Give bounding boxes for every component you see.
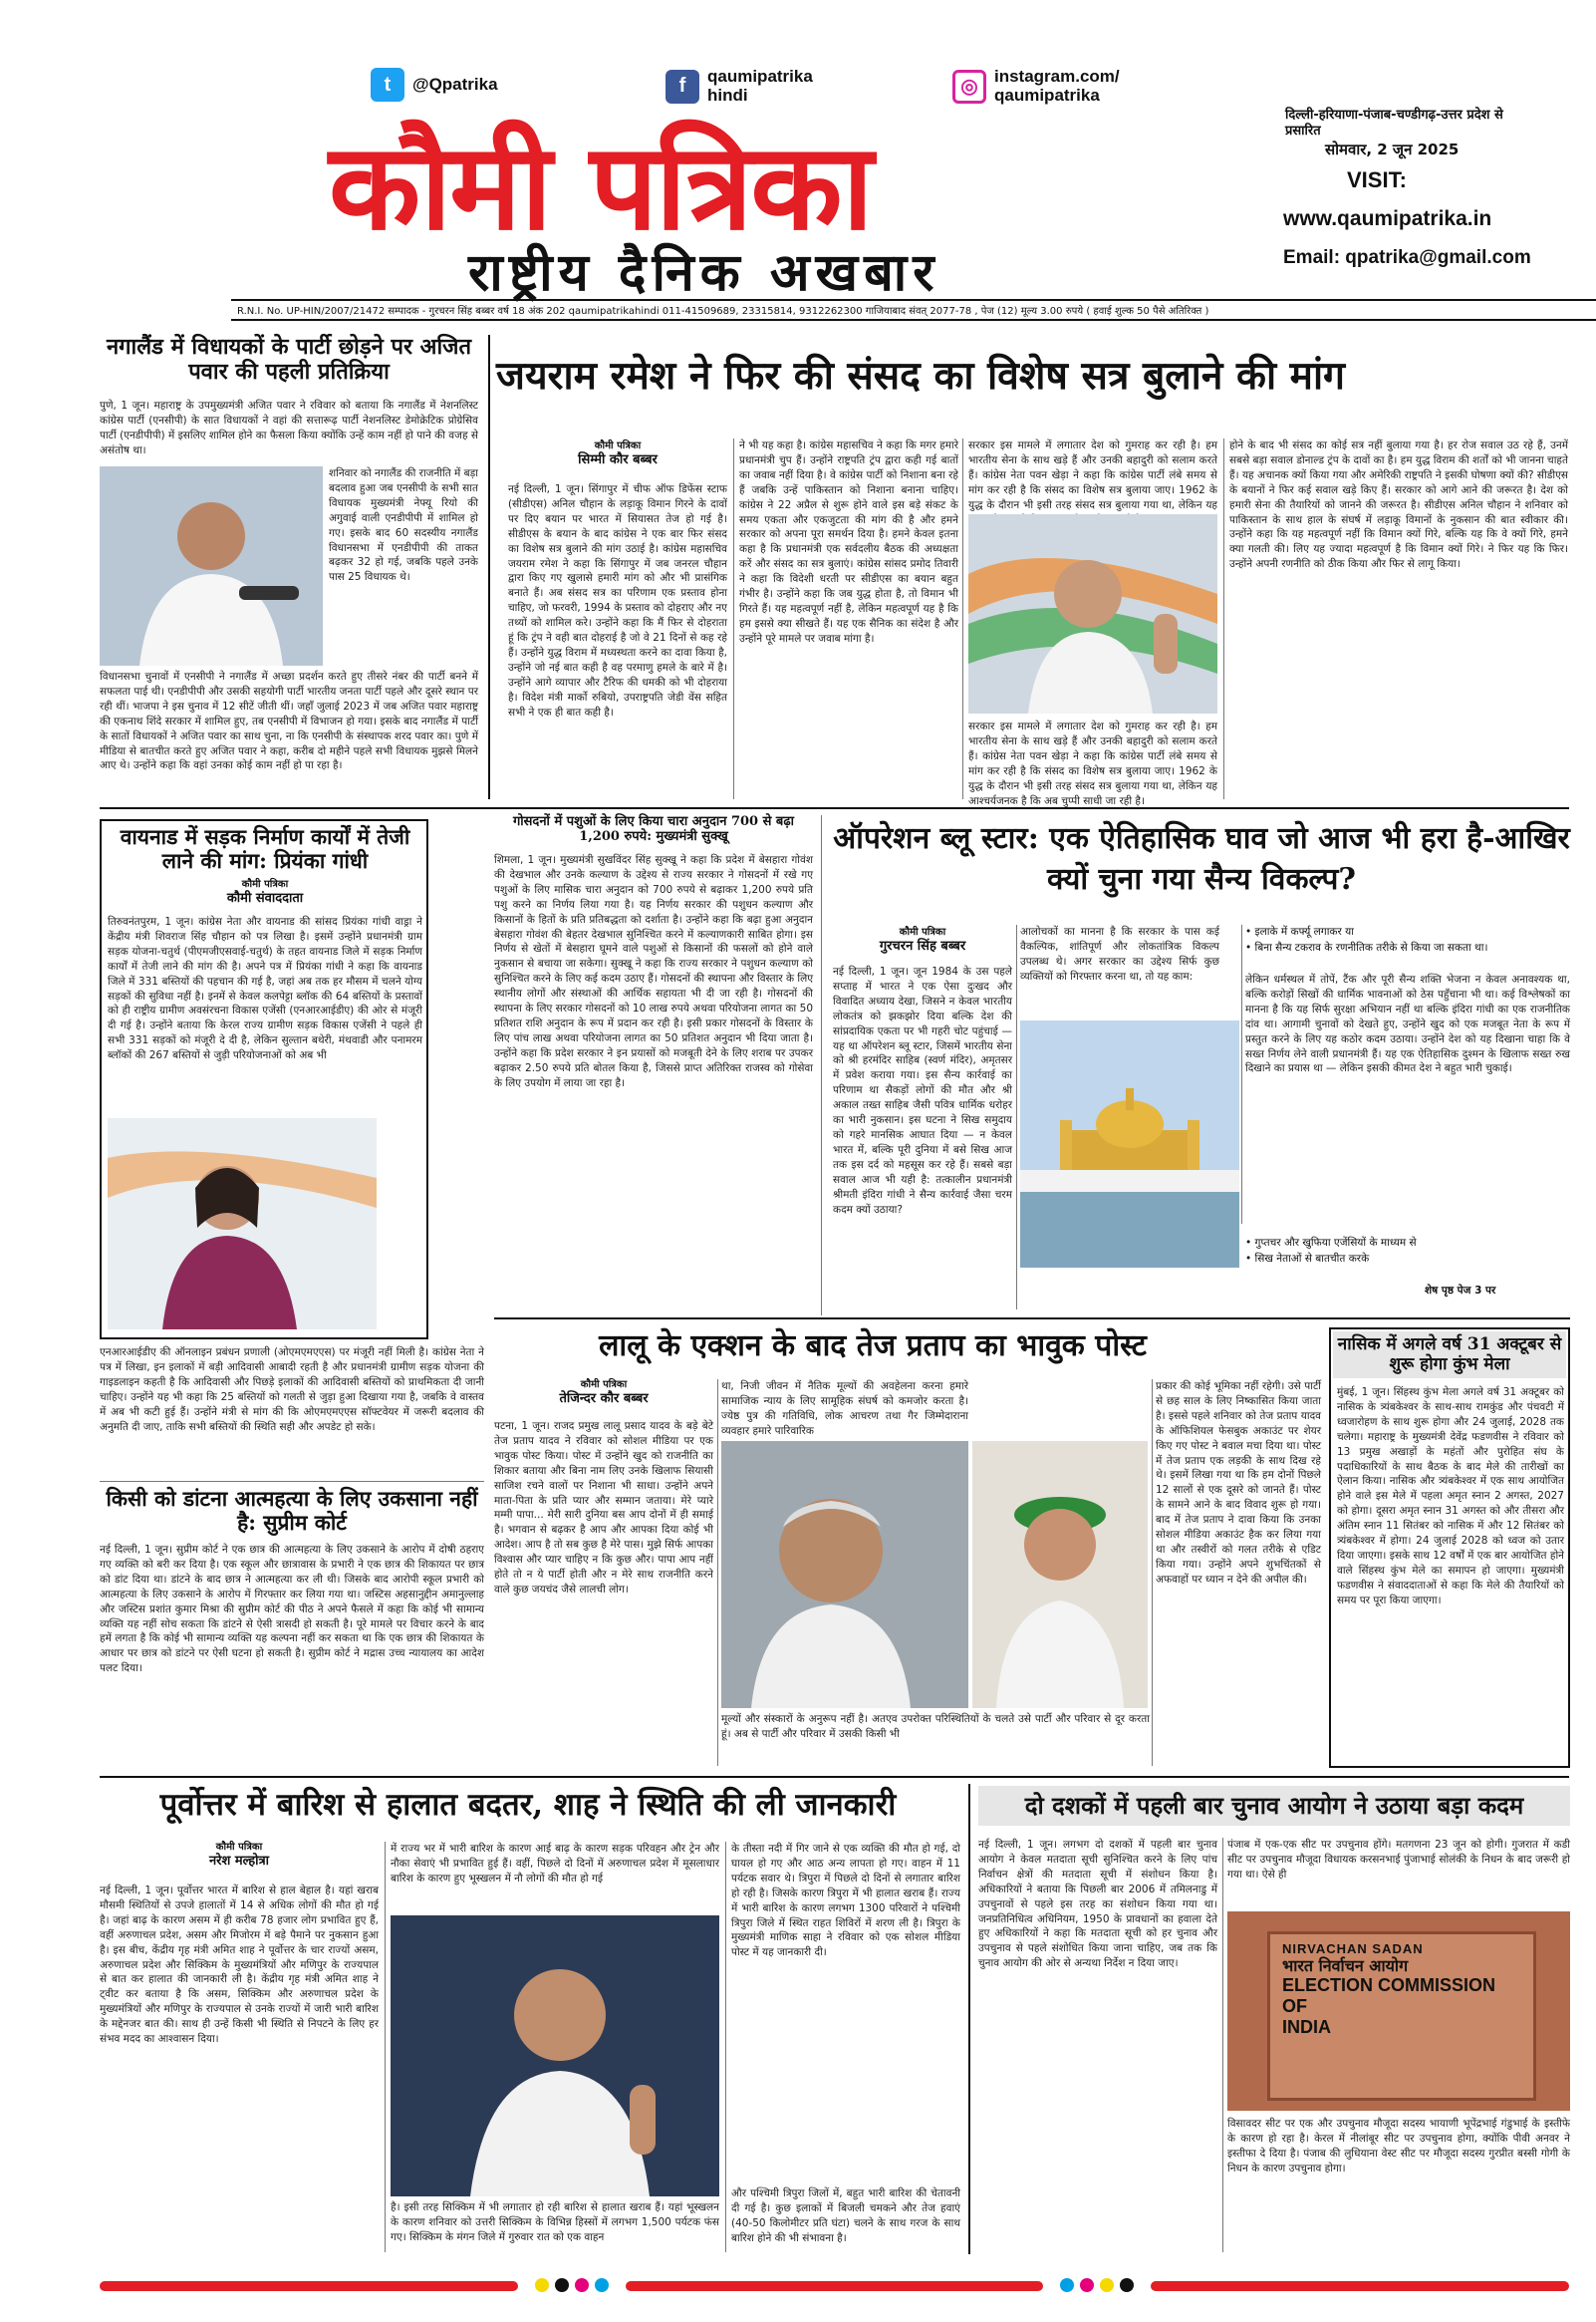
instagram-handle[interactable]	[952, 68, 1120, 105]
bluestar-author: गुरचरन सिंह बब्बर	[879, 939, 966, 954]
twitter-handle[interactable]	[371, 68, 498, 102]
bluestar-continued: शेष पृष्ठ पेज 3 पर	[1425, 1285, 1496, 1297]
facebook-text-2: hindi	[707, 85, 748, 105]
registration-dots-left	[532, 2277, 612, 2296]
lalu-byline	[494, 1379, 713, 1407]
email-link[interactable]: Email: qpatrika@gmail.com	[1283, 247, 1531, 268]
lalu-headline: लालू के एक्शन के बाद तेज प्रताप का भावुक पोस्ट	[599, 1328, 1147, 1363]
election-headline: दो दशकों में पहली बार चुनाव आयोग ने उठाया बड़ा कदम	[978, 1786, 1570, 1826]
tej-pratap-illustration	[972, 1441, 1148, 1708]
facebook-icon: f	[665, 70, 699, 104]
lalu-col-3: प्रकार की कोई भूमिका नहीं रहेगी। उसे पार्टी से छह साल के लिए निष्कासित किया जाता है। इससे पहले शनिवार को तेज प्रताप यादव के ऑफिशियल फेसबुक अकाउंट पर शेयर किए गए पोस्ट ने बवाल मचा दिया था। पोस्ट में तेज प्रताप एक लड़की के साथ दिख रहे थे। इसमें लिखा गया था कि हम दोनों पिछले 12 सालों से एक दूसरे को जानते हैं। पोस्ट के सामने आने के बाद विवाद शुरू हो गया। बाद में तेज प्रताप ने दावा किया कि उनका सोशल मीडिया अकाउंट हैक कर लिया गया था और तस्वीरों को गलत तरीके से एडिट किया गया। उन्होंने अपने शुभचिंतकों से अफवाहों पर ध्यान न देने की अपील की।	[1156, 1380, 1321, 1586]
lead-col-4: होने के बाद भी संसद का कोई सत्र नहीं बुलाया गया है। हर रोज सवाल उठ रहे हैं, उनमें सबसे बड़ा सवाल डोनाल्ड ट्रंप के दावों का है। हम युद्ध विराम की शर्तों को भी जानना चाहते हैं। यह अचानक क्यों किया गया और अमेरिकी राष्ट्रपति ने इसकी घोषणा क्यों की? सीडीएस के बयानों ने फिर कई सवाल खड़े किए हैं। सरकार को आगे आने की जरूरत है। देश को हमारी सेना की तैयारियों को जानने की जरूरत है। सीडीएस अनिल चौहान ने शनिवार को पाकिस्तान के साथ हाल के संघर्ष में लड़ाकू विमानों के नुकसान की बात स्वीकार की। उन्होंने कहा कि यह महत्वपूर्ण नहीं कि विमान क्यों गिरे, बल्कि यह कि वे क्यों गिरे, हमने क्या गलती की। लिए यह ज्यादा महत्वपूर्ण है कि विमान क्यों गिरे। ने फिर यह कि फिर। उन्होंने अपनी रणनीति को ठीक किया और फिर से लागू किया।	[1229, 439, 1568, 571]
election-sign	[1267, 1931, 1536, 2101]
sign-line-3: ELECTION COMMISSION	[1282, 1975, 1496, 1996]
assam-col-2: में राज्य भर में भारी बारिश के कारण आई बाढ़ के कारण सड़क परिवहन और ट्रेन और नौका सेवाएं भी प्रभावित हुई हैं। वहीं, पिछले दो दिनों में अरुणाचल प्रदेश में मूसलाधार बारिश के कारण हुए भूस्खलन में नौ लोगों की मौत हो गई	[391, 1843, 719, 1885]
tej-pratap-photo	[972, 1441, 1148, 1708]
amit-shah-photo	[391, 1915, 719, 2196]
facebook-handle[interactable]	[665, 68, 813, 105]
rni-strip: R.N.I. No. UP-HIN/2007/21472 सम्पादक - गुरचरन सिंह बब्बर वर्ष 18 अंक 202 qaumipatrikahindi 011-41509689, 23315814, 9312262300 गाजियाबाद संवत् 2077-78 , पेज (12) मूल्य 3.00 रुपये ( हवाई शुल्क 50 पैसे अतिरिक्त )	[231, 299, 1596, 321]
election-commission-photo	[1227, 1911, 1570, 2111]
bluestar-col-1: नई दिल्ली, 1 जून। जून 1984 के उस पहले सप्ताह में भारत ने एक ऐसा दुःखद और विवादित अध्याय देखा, जिसने न केवल भारतीय लोकतंत्र को झकझोर दिया बल्कि देश की सांप्रदायिक एकता पर भी गहरी चोट पहुंचाई — यह था ऑपरेशन ब्लू स्टार, जिसमें भारतीय सेना को श्री हरमंदिर साहिब (स्वर्ण मंदिर), अमृतसर में प्रवेश कराया गया। इस सैन्य कार्रवाई का परिणाम था सैकड़ों लोगों की मौत और श्री अकाल तख्त साहिब जैसी पवित्र धार्मिक धरोहर का भारी नुकसान। इस घटना ने सिख समुदाय को गहरे मानसिक आघात दिया — न केवल भारत में, बल्कि पूरी दुनिया में बसे सिख आज तक इस दर्द को महसूस कर रहे हैं। सबसे बड़ा सवाल आज भी यही है: तत्कालीन प्रधानमंत्री श्रीमती इंदिरा गांधी ने सैन्य कार्रवाई जैसा चरम कदम क्यों उठाया?	[833, 966, 1012, 1216]
assam-col-2-bottom: है। इसी तरह सिक्किम में भी लगातार हो रही बारिश से हालात खराब हैं। यहां भूस्खलन के कारण शनिवार को उत्तरी सिक्किम के विभिन्न हिस्सों में लगभग 1,500 पर्यटक फंस गए। सिक्किम के मंगन जिले में गुरुवार रात को एक वाहन	[391, 2201, 719, 2243]
lead-agency: कौमी पत्रिका	[594, 440, 642, 451]
jairam-ramesh-illustration	[968, 514, 1217, 714]
ajit-pawar-photo	[100, 466, 323, 666]
bluestar-caption-1-text: गुप्तचर और खुफिया एजेंसियों के माध्यम से	[1254, 1237, 1417, 1249]
election-col-2: पंजाब में एक-एक सीट पर उपचुनाव होंगे। मतगणना 23 जून को होगी। गुजरात में कडी सीट पर उपचुनाव मौजूदा विधायक करसनभाई पुंजाभाई सोलंकी के निधन के बाद जरूरी हो गया था। ऐसे ही	[1227, 1839, 1570, 1881]
bluestar-headline: ऑपरेशन ब्लू स्टार: एक ऐतिहासिक घाव जो आज भी हरा है-आखिर क्यों चुना गया सैन्य विकल्प?	[833, 821, 1570, 897]
cow-text: शिमला, 1 जून। मुख्यमंत्री सुखविंदर सिंह सुक्खू ने कहा कि प्रदेश में बेसहारा गोवंश की देखभाल और उनके कल्याण के उद्देश्य से राज्य सरकार ने गोसदनों में रखे गए पशुओं के लिए मासिक चारा अनुदान को 700 रुपये से बढ़ाकर 1,200 रुपये प्रति पशु करने का निर्णय लिया गया है। यह निर्णय सरकार की पशुधन कल्याण और किसानों के हितों के प्रति प्रतिबद्धता को दर्शाता है। उन्होंने कहा कि बढ़ा हुआ अनुदान बेसहारा गोवंश की बेहतर देखभाल सुनिश्चित करने में कल्याणकारी साबित होगा। इस निर्णय से खेतों में बेसहारा घूमने वाले पशुओं से किसानों की फसलों को होने वाले नुकसान से बचाया जा सकेगा। सुक्खू ने कहा कि राज्य सरकार ने पशुधन कल्याण को सुनिश्चित करने के लिए कई कदम उठाए हैं। गोसदनों की स्थापना और विस्तार के लिए स्थानीय लोगों और संस्थाओं की आर्थिक सहायता भी दी जा रही है। गोसदनों की स्थापना के लिए सरकार गोसदनों को 10 लाख रुपये अथवा परियोजना लागत का 50 प्रतिशत राशि अनुदान के रूप में प्रदान कर रही है। इसी प्रकार गोसदनों के विस्तार के लिए पांच लाख अथवा परियोजना लागत का 50 प्रतिशत अनुदान भी दिया जाता है। उन्होंने कहा कि प्रदेश सरकार ने इन प्रयासों को मजबूती देने के लिए शराब पर उपकर बढ़ाकर 2.50 रुपये प्रति बोतल किया है, जिससे प्राप्त अतिरिक्त राजस्व को गोसेवा के लिए उपयोग में लाया जा रहा है।	[494, 854, 814, 1089]
suicide-text: नई दिल्ली, 1 जून। सुप्रीम कोर्ट ने एक छात्र की आत्महत्या के लिए उकसाने के आरोप में दोषी ठहराए गए व्यक्ति को बरी कर दिया है। एक स्कूल और छात्रावास के प्रभारी ने एक छात्र की शिकायत पर छात्र को डांट दिया था। डांटने के बाद छात्र ने आत्महत्या कर ली थी। जिसके बाद आरोपी स्कूल प्रभारी को आत्महत्या के लिए उकसाने के आरोप में गिरफ्तार कर लिया गया था। जस्टिस अहसानुद्दीन अमानुल्लाह और जस्टिस प्रशांत कुमार मिश्रा की सुप्रीम कोर्ट की पीठ ने अपने फैसले में कहा कि कोई भी सामान्य व्यक्ति यह नहीं सोच सकता कि डांटने से ऐसी त्रासदी हो सकती है। पूरे मामले पर विचार करने के बाद हमें लगता है कि कोई भी सामान्य व्यक्ति यह कल्पना नहीं कर सकता था कि एक छात्र की शिकायत के आधार पर छात्र को डांटने पर ऐसी घटना हो सकती है। सुप्रीम कोर्ट ने मद्रास उच्च न्यायालय का आदेश पलट दिया।	[100, 1544, 484, 1675]
lalu-author: तेजिन्दर कौर बब्बर	[559, 1391, 649, 1406]
lalu-agency: कौमी पत्रिका	[580, 1379, 628, 1390]
instagram-icon: ◎	[952, 70, 986, 104]
strip-bar-left	[100, 2281, 518, 2291]
cow-headline: गोसदनों में पशुओं के लिए किया चारा अनुदान 700 से बढ़ा 1,200 रुपये: मुख्यमंत्री सुक्खू	[512, 814, 795, 844]
lead-headline: जयराम रमेश ने फिर की संसद का विशेष सत्र बुलाने की मांग	[496, 353, 1346, 399]
sign-line-5: INDIA	[1282, 2016, 1331, 2037]
twitter-text: @Qpatrika	[412, 75, 498, 94]
nagaland-headline: नगालैंड में विधायकों के पार्टी छोड़ने पर अजित पवार की पहली प्रतिक्रिया	[106, 334, 472, 386]
bluestar-col-3: लेकिन धर्मस्थल में तोपें, टैंक और पूरी सैन्य शक्ति भेजना न केवल अनावश्यक था, बल्कि करोड़ों सिखों की धार्मिक भावनाओं को ठेस पहुँचाना भी था। कई विश्लेषकों का मानना है कि यह सिर्फ सुरक्षा अभियान नहीं था बल्कि इंदिरा गांधी का एक राजनीतिक दांव था। आगामी चुनावों को देखते हुए, उन्होंने खुद को एक मजबूत नेता के रूप में प्रस्तुत करने के लिए यह कठोर कदम उठाया। उन्होंने देश को यह दिखाना चाहा कि वे सख्त निर्णय लेने वाली प्रधानमंत्री हैं। यह एक ऐतिहासिक दुश्मन के खिलाफ सख्त रुख दिखाने का प्रयास था — लेकिन इसकी कीमत देश ने बहुत भारी चुकाई।	[1245, 974, 1570, 1075]
wayanad-headline: वायनाड में सड़क निर्माण कार्यों में तेजी लाने की मांग: प्रियंका गांधी	[120, 824, 410, 874]
wayanad-text-bottom: एनआरआईडीए की ऑनलाइन प्रबंधन प्रणाली (ओएमएमएएस) पर मंजूरी नहीं मिली है। कांग्रेस नेता ने पत्र में लिखा, इन इलाकों में बड़ी आदिवासी आबादी रहती है और प्रधानमंत्री ग्रामीण सड़क योजना की गाइडलाइन कहती है कि आदिवासी और पिछड़े इलाकों की आदिवासी बस्तियों को प्राथमिकता दी जानी चाहिए। उन्होंने यह भी कहा कि 25 बस्तियों को गलती से जुड़ा हुआ दिखाया गया है, जबकि वे वास्तव में अब भी कटी हुई हैं। उन्होंने मंत्री से मांग की कि ओएमएमएएस सॉफ्टवेयर में जरूरी बदलाव की अनुमति दी जाए, ताकि सभी बस्तियों की स्थिति सही और अपडेट हो सके।	[100, 1346, 484, 1433]
assam-byline	[100, 1842, 379, 1870]
lalu-yadav-photo	[721, 1441, 968, 1708]
election-col-1: नई दिल्ली, 1 जून। लगभग दो दशकों में पहली बार चुनाव आयोग ने केवल मतदाता सूची सुनिश्चित करने के लिए पांच निर्वाचन क्षेत्रों की मतदाता सूची में संशोधन किया है। अधिकारियों ने बताया कि पिछली बार 2006 में तमिलनाडु में उपचुनावों से पहले इस तरह का संशोधन किया गया था। जनप्रतिनिधित्व अधिनियम, 1950 के प्रावधानों का हवाला देते हुए अधिकारियों ने कहा कि मतदाता सूची को हर चुनाव और उपचुनाव से पहले संशोधित किया जाना चाहिए, जब तक कि चुनाव आयोग की ओर से अन्यथा निर्देश न दिया जाए।	[978, 1839, 1217, 1970]
golden-temple-illustration	[1020, 1020, 1239, 1268]
bluestar-bullet-2: • बिना सैन्य टकराव के रणनीतिक तरीके से किया जा सकता था।	[1245, 942, 1488, 954]
instagram-text-2: qaumipatrika	[994, 85, 1100, 105]
assam-col-3-bottom: और पश्चिमी त्रिपुरा जिलों में, बहुत भारी बारिश की चेतावनी दी गई है। कुछ इलाकों में बिजली चमकने और तेज हवाएं (40-50 किलोमीटर प्रति घंटा) चलने के साथ गरज के साथ बारिश होने की भी संभावना है।	[731, 2187, 960, 2244]
masthead-title: कौमी पत्रिका	[329, 117, 872, 257]
lalu-col-2: था, निजी जीवन में नैतिक मूल्यों की अवहेलना करना हमारे सामाजिक न्याय के लिए सामूहिक संघर्ष को कमजोर करता है। ज्येष्ठ पुत्र की गतिविधि, लोक आचरण तथा गैर जिम्मेदाराना व्यवहार हमारे पारिवारिक	[721, 1380, 968, 1437]
golden-temple-photo	[1020, 1020, 1239, 1268]
bluestar-caption-2: • सिख नेताओं से बातचीत करके	[1245, 1253, 1370, 1265]
bluestar-bullet-1-text: इलाके में कर्फ्यू लगाकर या	[1254, 926, 1354, 938]
lead-col-1: नई दिल्ली, 1 जून। सिंगापुर में चीफ ऑफ डिफेंस स्टाफ (सीडीएस) अनिल चौहान के लड़ाकू विमान गिरने के दावों पर दिए बयान पर भारत में सियासत तेज हो गई है। सीडीएस के बयान के बाद कांग्रेस ने एक बार फिर संसद का विशेष सत्र बुलाने की मांग उठाई है। कांग्रेस महासचिव जयराम रमेश ने कहा कि सिंगापुर में जब जनरल चौहान द्वारा किए गए खुलासे हमारी मांग को और भी प्रासंगिक बनाते हैं। अब संसद सत्र का परिणाम एक प्रस्ताव होना चाहिए, जो फरवरी, 1994 के प्रस्ताव को दोहराए और नए तथ्यों को शामिल करे। उन्होंने कहा कि मैं फिर से दोहराता हूं कि ट्रंप ने वही बात दोहराई है जो वे 21 दिनों से कह रहे हैं। उन्होंने युद्ध विराम में मध्यस्थता करने का दावा किया है, उन्होंने जो नई बात कही है वह परमाणु हमले के बारे में है। उन्होंने आगे व्यापार और टैरिफ की धमकी को भी दोहराया है। विदेश मंत्री मार्को रुबियो, उपराष्ट्रपति जेडी वेंस सहित सभी ने एक ही बात कही है।	[508, 483, 727, 719]
wayanad-byline	[108, 879, 422, 907]
nagaland-text-side: शनिवार को नगालैंड की राजनीति में बड़ा बदलाव हुआ जब एनसीपी के सभी सात विधायक मुख्यमंत्री नेफ्यू रियो की अगुवाई वाली एनडीपीपी में शामिल हो गए। इसके बाद 60 सदस्यीय नगालैंड विधानसभा में एनडीपीपी की ताकत बढ़कर 32 हो गई, जबकि पहले उनके पास 25 विधायक थे।	[329, 467, 478, 584]
bluestar-bullet-1: • इलाके में कर्फ्यू लगाकर या	[1245, 926, 1354, 938]
wayanad-text: तिरुवनंतपुरम, 1 जून। कांग्रेस नेता और वायनाड की सांसद प्रियंका गांधी वाड्रा ने केंद्रीय मंत्री शिवराज सिंह चौहान को पत्र लिखा है। इसमें उन्होंने प्रधानमंत्री ग्राम सड़क योजना-चतुर्थ (पीएमजीएसवाई-चतुर्थ) के तहत वायनाड जिले में सड़क निर्माण कार्यों में तेजी लाने की मांग की है। अपने पत्र में प्रियंका गांधी ने कहा कि वायनाड जिले में 331 बस्तियों की पहचान की गई है, जहां अब तक हर मौसम में चलने योग्य सड़कों की सुविधा नहीं है। इनमें से केवल कलपेट्टा ब्लॉक की 64 बस्तियों के प्रस्तावों को ही राष्ट्रीय ग्रामीण अवसंरचना विकास एजेंसी (एनआरआईडीए) की ओर से मंजूरी दी गई है। उन्होंने बताया कि केरल राज्य ग्रामीण सड़क विकास एजेंसी ने पहले ही सभी 331 सड़कों को मंजूरी दे दी है, लेकिन सुल्तान बथेरी, मंथवाडी और पनामरम ब्लॉकों की 267 बस्तियों से जुड़ी परियोजनाओं को अब भी	[108, 916, 422, 1062]
bluestar-byline	[833, 927, 1012, 955]
issue-date: सोमवार, 2 जून 2025	[1325, 141, 1460, 158]
assam-col-3: के तीस्ता नदी में गिर जाने से एक व्यक्ति की मौत हो गई, दो घायल हो गए और आठ अन्य लापता हो गए। वाहन में 11 पर्यटक सवार थे। त्रिपुरा में पिछले दो दिनों से लगातार बारिश हो रही है। जिसके कारण त्रिपुरा में भी हालात खराब हैं। राज्य में भारी बारिश के कारण लगभग 1300 परिवारों ने पश्चिमी त्रिपुरा जिले में स्थित राहत शिविरों में शरण ली है। त्रिपुरा के मुख्यमंत्री माणिक साहा ने रविवार को एक सोशल मीडिया पोस्ट में यह जानकारी दी।	[731, 1843, 960, 1959]
color-registration-strip	[100, 2274, 1569, 2298]
jairam-ramesh-photo	[968, 514, 1217, 714]
lead-col-3-top: सरकार इस मामले में लगातार देश को गुमराह कर रही है। हम भारतीय सेना के साथ खड़े हैं और उनकी बहादुरी को सलाम करते हैं। कांग्रेस नेता पवन खेड़ा ने कहा कि कांग्रेस पार्टी लंबे समय से मांग कर रही है कि संसद का विशेष सत्र बुलाया जाए। 1962 के युद्ध के दौरान भी इसी तरह संसद सत्र बुलाया गया था, लेकिन यह	[968, 439, 1217, 511]
ajit-pawar-illustration	[100, 466, 323, 666]
strip-bar-right	[1151, 2281, 1569, 2291]
lalu-yadav-illustration	[721, 1441, 968, 1708]
amit-shah-illustration	[391, 1915, 719, 2196]
priyanka-gandhi-photo	[108, 1118, 377, 1329]
lead-col-3-bottom: सरकार इस मामले में लगातार देश को गुमराह कर रही है। हम भारतीय सेना के साथ खड़े हैं और उनकी बहादुरी को सलाम करते हैं। कांग्रेस नेता पवन खेड़ा ने कहा कि कांग्रेस पार्टी लंबे समय से मांग कर रही है कि संसद का विशेष सत्र बुलाया जाए। 1962 के युद्ध के दौरान भी इसी तरह संसद सत्र बुलाया गया था, लेकिन यह आश्चर्यजनक है कि अब चुप्पी साधी जा रही है।	[968, 721, 1217, 807]
website-link[interactable]: www.qaumipatrika.in	[1283, 207, 1492, 230]
twitter-icon: t	[371, 68, 404, 102]
lalu-col-1: पटना, 1 जून। राजद प्रमुख लालू प्रसाद यादव के बड़े बेटे तेज प्रताप यादव ने रविवार को सोशल मीडिया पर एक भावुक पोस्ट किया। पोस्ट में उन्होंने खुद को राजनीति का शिकार बताया और बिना नाम लिए उनके खिलाफ सियासी साजिश रचने वालों पर निशाना भी साधा। उन्होंने अपने माता-पिता के प्रति प्यार और सम्मान जताया। मेरे प्यारे मम्मी पापा... मेरी सारी दुनिया बस आप दोनों में ही समाई है। भगवान से बढ़कर है आप और आपका दिया कोई भी आदेश। आप है तो सब कुछ है मेरे पास। मुझे सिर्फ आपका विश्वास और प्यार चाहिए न कि कुछ और। पापा आप नहीं होते तो न ये पार्टी होती और न मेरे साथ राजनीति करने वाले कुछ जयचंद जैसे लालची लोग।	[494, 1420, 713, 1596]
registration-dots-right	[1057, 2277, 1137, 2296]
bluestar-agency: कौमी पत्रिका	[899, 927, 946, 938]
bluestar-caption-2-text: सिख नेताओं से बातचीत करके	[1254, 1253, 1370, 1265]
editions-text: दिल्ली-हरियाणा-पंजाब-चण्डीगढ़-उत्तर प्रदेश से प्रसारित	[1285, 108, 1503, 140]
sign-line-1: NIRVACHAN SADAN	[1282, 1941, 1424, 1956]
strip-bar-middle	[626, 2281, 1044, 2291]
bluestar-bullet-2-text: बिना सैन्य टकराव के रणनीतिक तरीके से किया जा सकता था।	[1254, 942, 1488, 954]
wayanad-agency: कौमी पत्रिका	[241, 879, 289, 890]
lalu-text-bottom: मूल्यों और संस्कारों के अनुरूप नहीं है। अतएव उपरोक्त परिस्थितियों के चलते उसे पार्टी और परिवार से दूर करता हूं। अब से पार्टी और परिवार में उसकी किसी भी	[721, 1713, 1150, 1740]
visit-label: VISIT:	[1347, 167, 1407, 192]
bluestar-caption-1: • गुप्तचर और खुफिया एजेंसियों के माध्यम से	[1245, 1237, 1417, 1249]
lead-author: सिम्मी कौर बब्बर	[578, 452, 658, 467]
sign-line-2: भारत निर्वाचन आयोग	[1282, 1955, 1409, 1975]
kumbh-headline: नासिक में अगले वर्ष 31 अक्टूबर से शुरू होगा कुंभ मेला	[1333, 1331, 1566, 1378]
election-col-2-bottom: विसावदर सीट पर एक और उपचुनाव मौजूदा सदस्य भायाणी भूपेंद्रभाई गंडुभाई के इस्तीफे के कारण हो रहा है। केरल में नीलांबूर सीट पर उपचुनाव होगा, क्योंकि पीवी अनवर ने इस्तीफा दे दिया है। पंजाब की लुधियाना वेस्ट सीट पर मौजूदा सदस्य गुरप्रीत बस्सी गोगी के निधन के कारण उपचुनाव होगा।	[1227, 2118, 1570, 2175]
lead-byline	[508, 440, 727, 468]
instagram-text-1: instagram.com/	[994, 67, 1120, 86]
lead-col-2: ने भी यह कहा है। कांग्रेस महासचिव ने कहा कि मगर हमारे प्रधानमंत्री चुप हैं। उन्होंने राष्ट्रपति ट्रंप द्वारा कही गई बातों का जवाब नहीं दिया है। वे कांग्रेस पार्टी को निशाना बना रहे हैं जबकि उन्हें पाकिस्तान को निशाना बनाना चाहिए। कांग्रेस ने 22 अप्रैल से शुरू होने वाले इस बड़े संकट के समय एकता और एकजुटता की मांग की है और हमने सरकार को अपना पूरा समर्थन दिया है। हमने केवल इतना कहा है कि प्रधानमंत्री एक सर्वदलीय बैठक की अध्यक्षता करें और संसद का सत्र बुलाएं। कांग्रेस सांसद प्रमोद तिवारी ने कहा कि विदेशी धरती पर सीडीएस का बयान बहुत गंभीर है। उन्होंने कहा कि जब युद्ध होता है, तो विमान भी गिरते हैं। यह महत्वपूर्ण नहीं है, लेकिन महत्वपूर्ण यह है कि हम इससे क्या सीखते हैं। यह एक सैनिक का संदेश है और उन्होंने पूरे मामले पर जवाब मांगा है।	[739, 439, 958, 645]
wayanad-author: कौमी संवाददाता	[226, 891, 304, 906]
assam-agency: कौमी पत्रिका	[215, 1842, 263, 1853]
priyanka-gandhi-illustration	[108, 1118, 377, 1329]
assam-col-1: नई दिल्ली, 1 जून। पूर्वोत्तर भारत में बारिश से हाल बेहाल है। यहां खराब मौसमी स्थितियों से उपजे हालातों में 14 से अधिक लोगों की मौत हो गई है। जहां बाढ़ के कारण असम में ही करीब 78 हजार लोग प्रभावित हुए हैं, वहीं अरुणाचल प्रदेश, असम और मिजोरम में बड़े पैमाने पर नुकसान हुआ है। इस बीच, केंद्रीय गृह मंत्री अमित शाह ने पूर्वोत्तर के चार राज्यों असम, अरुणाचल प्रदेश और सिक्किम के मुख्यमंत्रियों और मणिपुर के राज्यपाल से बात कर हालात की जानकारी ली है। केंद्रीय गृह मंत्री अमित शाह ने ट्वीट कर बताया है कि असम, सिक्किम और अरुणाचल प्रदेश के मुख्यमंत्रियों और मणिपुर के राज्यपाल से उनके राज्यों में जारी भारी बारिश के मद्देनजर बात की। साथ ही उन्हें किसी भी स्थिति से निपटने के लिए हर संभव मदद का आश्वासन दिया।	[100, 1885, 379, 2046]
masthead-subtitle: राष्ट्रीय दैनिक अखबार	[468, 242, 940, 303]
bluestar-col-2-top: आलोचकों का मानना है कि सरकार के पास कई वैकल्पिक, शांतिपूर्ण और लोकतांत्रिक विकल्प उपलब्ध थे। अगर सरकार का उद्देश्य सिर्फ कुछ व्यक्तियों को गिरफ्तार करना था, तो यह काम:	[1020, 926, 1219, 983]
sign-line-4: OF	[1282, 1996, 1307, 2017]
suicide-headline: किसी को डांटना आत्महत्या के लिए उकसाना नहीं है: सुप्रीम कोर्ट	[106, 1486, 478, 1536]
kumbh-text: मुंबई, 1 जून। सिंहस्थ कुंभ मेला अगले वर्ष 31 अक्टूबर को नासिक के त्र्यंबकेश्वर के साथ-साथ रामकुंड और पंचवटी में ध्वजारोहण के साथ शुरू होगा और 24 जुलाई, 2028 तक चलेगा। महाराष्ट्र के मुख्यमंत्री देवेंद्र फडणवीस ने रविवार को 13 प्रमुख अखाड़ों के महंतों और पुरोहित संघ के पदाधिकारियों के साथ बैठक के बाद मेले की तारीखों का ऐलान किया। नासिक और त्र्यंबकेश्वर में एक साथ आयोजित होने वाले इस मेले में पहला अमृत स्नान 2 अगस्त, 2027 को होगा। दूसरा अमृत स्नान 31 अगस्त को और तीसरा और अंतिम स्नान 11 सितंबर को नासिक में और 12 सितंबर को त्र्यंबकेश्वर में होगा। 24 जुलाई 2028 को ध्वज को उतार दिया जाएगा। इसके साथ 12 वर्षों में एक बार आयोजित होने वाले सिंहस्थ कुंभ मेले का समापन हो जाएगा। मुख्यमंत्री फडणवीस ने संवाददाताओं से कहा कि मेले की तैयारियों को समय पर पूरा किया जाएगा।	[1337, 1386, 1564, 1606]
nagaland-text-bottom: विधानसभा चुनावों में एनसीपी ने नगालैंड में अच्छा प्रदर्शन करते हुए तीसरे नंबर की पार्टी बनने में सफलता पाई थी। एनडीपीपी और उसकी सहयोगी पार्टी भारतीय जनता पार्टी पहले और दूसरे स्थान पर रही थीं। भाजपा ने इस चुनाव में 12 सीटें जीती थीं। जहाँ जुलाई 2023 में जब अजित पवार महाराष्ट्र की एकनाथ शिंदे सरकार में शामिल हुए, तब एनसीपी में विभाजन हो गया। इसके बाद नगालैंड में पार्टी के सातों विधायकों ने अजित पवार का साथ चुना, ना कि एनसीपी के संस्थापक शरद पवार का। पुणे में मीडिया से बातचीत करते हुए अजित पवार ने कहा, करीब दो महीने पहले सभी विधायक मुझसे मिलने आए थे। उन्होंने कहा कि वहां उनका कोई काम नहीं हो पा रहा है।	[100, 671, 478, 772]
nagaland-text-top: पुणे, 1 जून। महाराष्ट्र के उपमुख्यमंत्री अजित पवार ने रविवार को बताया कि नगालैंड में नेशनलिस्ट कांग्रेस पार्टी (एनसीपी) के सात विधायकों ने वहां की सत्तारूढ़ पार्टी नेशनलिस्ट डेमोक्रेटिक प्रोग्रेसिव पार्टी (एनडीपीपी) में इसलिए शामिल होने का फैसला किया क्योंकि उन्हें काम नहीं हो पाने की वजह से असंतोष था।	[100, 400, 478, 456]
assam-author: नरेश मल्होत्रा	[208, 1854, 270, 1869]
facebook-text-1: qaumipatrika	[707, 67, 813, 86]
assam-headline: पूर्वोत्तर में बारिश से हालात बदतर, शाह ने स्थिति की ली जानकारी	[159, 1787, 897, 1823]
